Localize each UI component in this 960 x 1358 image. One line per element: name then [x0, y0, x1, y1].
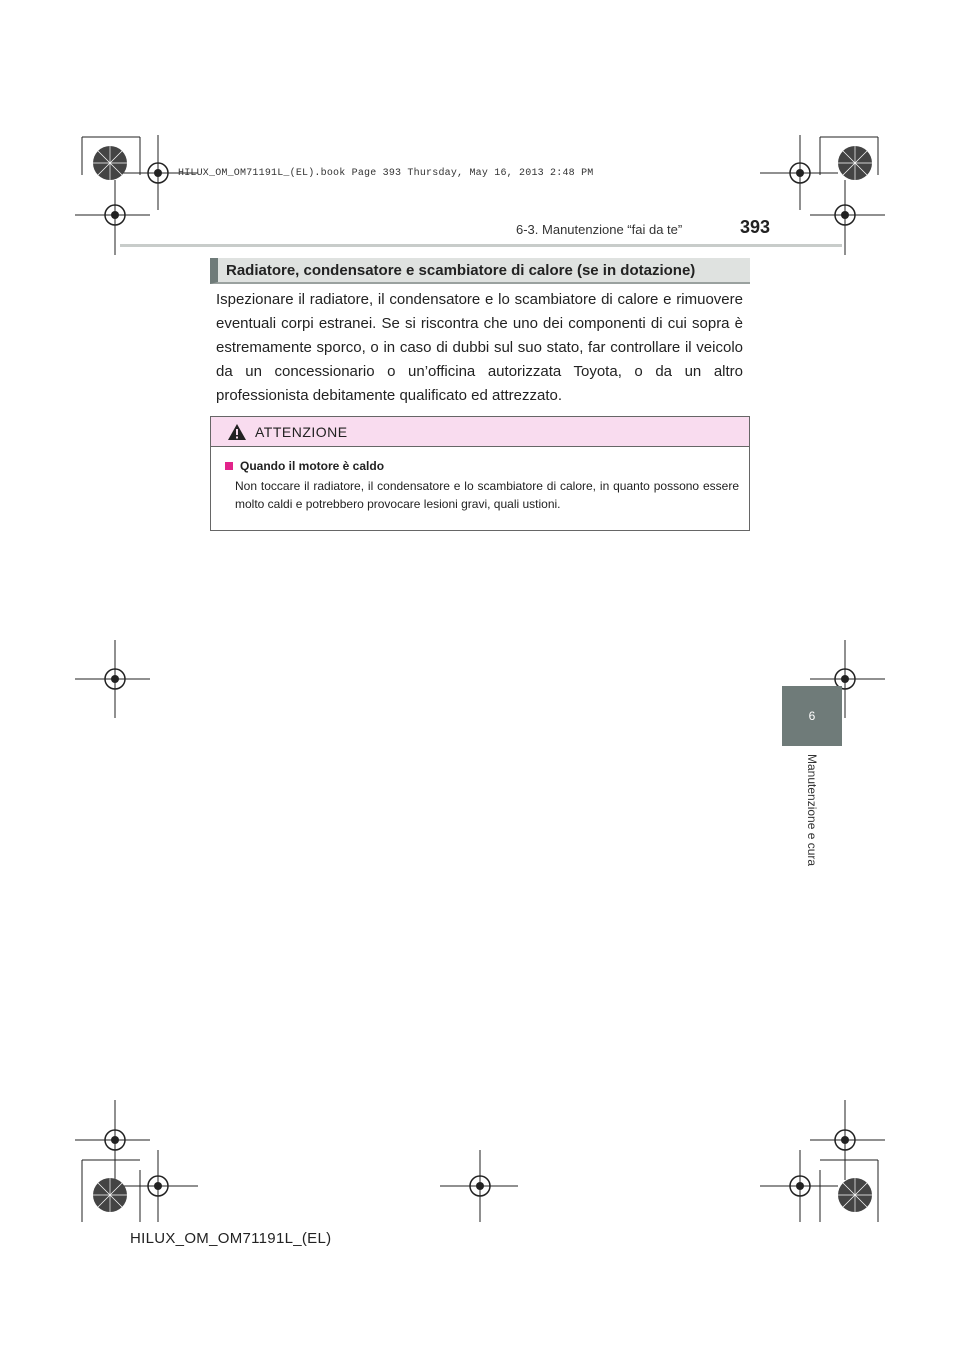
warning-box — [210, 416, 750, 531]
book-file-info: HILUX_OM_OM71191L_(EL).book Page 393 Thursday, May 16, 2013 2:48 PM — [178, 168, 594, 179]
warning-text: Non toccare il radiatore, il condensatore e lo scambiatore di calore, in quanto possono essere molto caldi e potrebbero provocare lesioni gravi, quali ustioni. — [235, 479, 739, 511]
chapter-number: 6 — [808, 709, 816, 723]
warning-triangle-icon — [227, 423, 247, 441]
section-title: Radiatore, condensatore e scambiatore di calore (se in dotazione) — [210, 258, 750, 284]
section-heading: 6-3. Manutenzione “fai da te” — [516, 222, 683, 237]
chapter-tab[interactable] — [782, 686, 842, 746]
footer-code: HILUX_OM_OM71191L_(EL) — [130, 1230, 332, 1247]
square-bullet-icon — [225, 462, 233, 470]
header-rule — [120, 244, 842, 247]
chapter-label-container — [782, 746, 842, 886]
warning-subtitle-row — [225, 459, 739, 473]
warning-subtitle: Quando il motore è caldo — [240, 459, 385, 473]
body-paragraph: Ispezionare il radiatore, il condensatore e lo scambiatore di calore e rimuovere eventuali corpi estranei. Se si riscontra che uno dei componenti di cui sopra è estremamente sporco, o in caso di dubbi sul suo stato, far controllare il veicolo da un concessionario o un’officina autorizzata Toyota, o da un altro professionista debitamente qualificato ed attrezzato. — [216, 291, 743, 404]
warning-header — [211, 417, 749, 447]
page-number: 393 — [740, 217, 771, 237]
chapter-label: Manutenzione e cura — [805, 754, 819, 867]
warning-body — [211, 447, 749, 513]
warning-title: ATTENZIONE — [255, 423, 348, 440]
